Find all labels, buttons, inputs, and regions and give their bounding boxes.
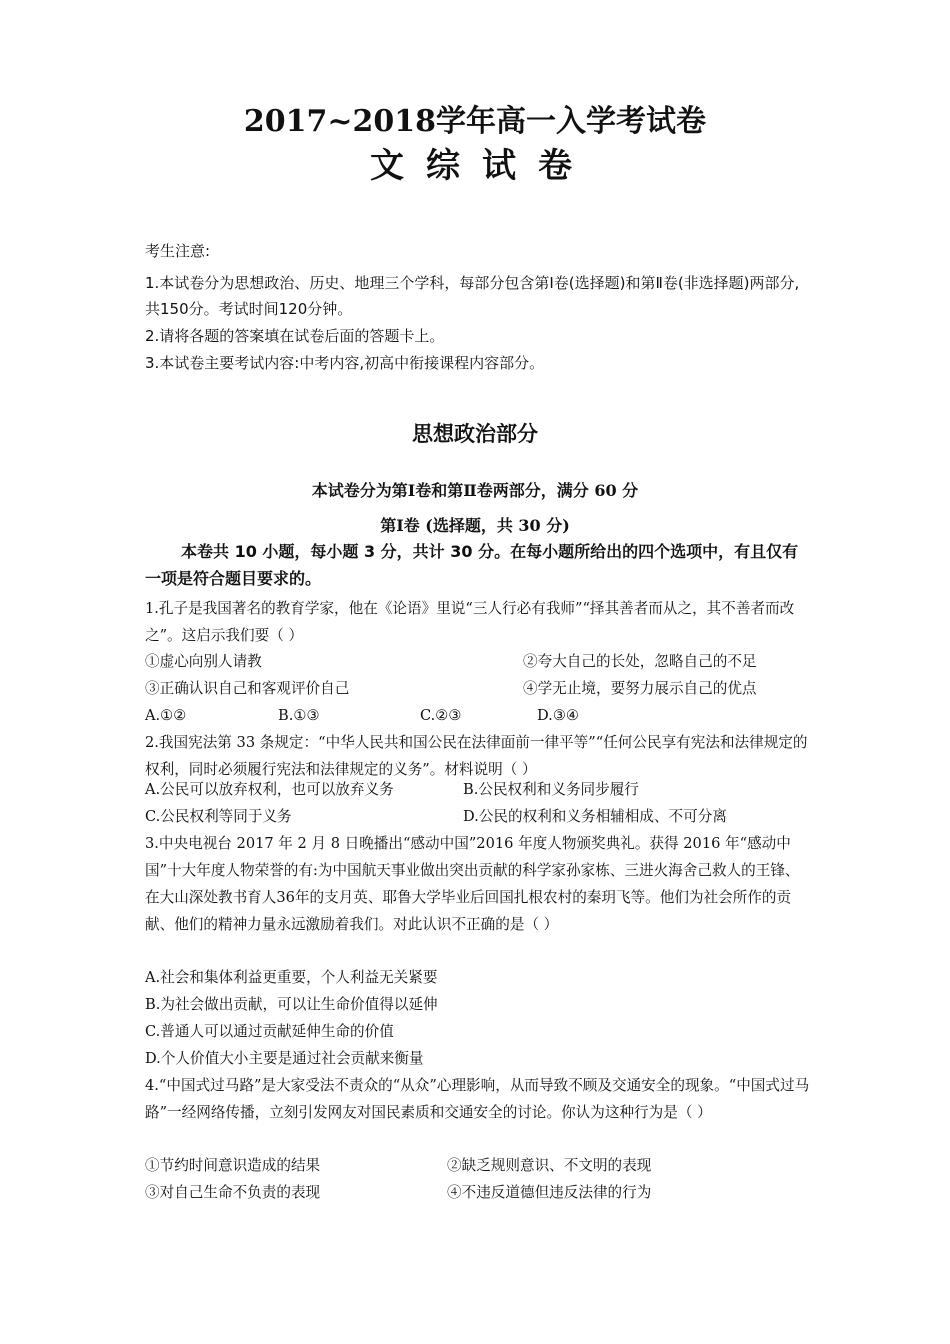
question-4-statement-1: ①节约时间意识造成的结果 <box>145 1157 321 1174</box>
question-1-options-row-2 <box>145 675 810 702</box>
question-3-choice-b: B.为社会做出贡献，可以让生命价值得以延伸 <box>145 996 438 1013</box>
question-2-choice-c: C.公民权利等同于义务 <box>145 808 292 825</box>
question-1-statement-3: ③正确认识自己和客观评价自己 <box>145 680 350 697</box>
question-4-options-row-1 <box>145 1152 810 1179</box>
question-1-choices <box>145 702 810 729</box>
question-3-choice-a: A.社会和集体利益更重要，个人利益无关紧要 <box>145 969 438 986</box>
question-2-choice-a: A.公民可以放弃权利，也可以放弃义务 <box>145 781 394 798</box>
part-title: 第Ⅰ卷 (选择题，共 30 分) <box>380 516 570 535</box>
question-2-choices-row-2 <box>145 803 810 830</box>
question-4-statement-4: ④不违反道德但违反法律的行为 <box>447 1184 652 1201</box>
question-1-choice-c: C.②③ <box>420 707 462 724</box>
section-title: 思想政治部分 <box>412 422 538 446</box>
notice-item-1: 1.本试卷分为思想政治、历史、地理三个学科，每部分包含第Ⅰ卷(选择题)和第Ⅱ卷(非选择题)两部分,共150分。考试时间120分钟。 <box>145 274 800 318</box>
question-1-options-row-1 <box>145 648 810 675</box>
question-4-stem: 4.“中国式过马路”是大家受法不责众的“从众”心理影响，从而导致不顾及交通安全的现象。“中国式过马路”一经网络传播，立刻引发网友对国民素质和交通安全的讨论。你认为这种行为是（ ） <box>145 1077 810 1121</box>
question-1-statement-1: ①虚心向别人请教 <box>145 653 262 670</box>
section-subtitle: 本试卷分为第Ⅰ卷和第Ⅱ卷两部分，满分 60 分 <box>311 481 639 500</box>
question-1-choice-d: D.③④ <box>537 707 579 724</box>
question-3-choice-c: C.普通人可以通过贡献延伸生命的价值 <box>145 1023 394 1040</box>
question-3-choice-d: D.个人价值大小主要是通过社会贡献来衡量 <box>145 1050 424 1067</box>
question-1-statement-2: ②夸大自己的长处，忽略自己的不足 <box>523 653 757 670</box>
question-1-statement-4: ④学无止境，要努力展示自己的优点 <box>523 680 757 697</box>
question-4-statement-3: ③对自己生命不负责的表现 <box>145 1184 321 1201</box>
question-1-choice-a: A.①② <box>145 707 187 724</box>
question-2-choice-b: B.公民权利和义务同步履行 <box>463 781 639 798</box>
question-3-stem: 3.中央电视台 2017 年 2 月 8 日晚播出“感动中国”2016 年度人物颁奖典礼。获得 2016 年“感动中国”十大年度人物荣誉的有:为中国航天事业做出突出贡献的科学家孙家栋、三进火海舍己救人的王锋、在大山深处教书育人36年的支月英、耶鲁大学毕业后回国扎根农村的秦玥飞等。他们为社会所作的贡献、他们的精神力量永远激励着我们。对此认识不正确的是（ ） <box>145 835 800 933</box>
question-1-choice-b: B.①③ <box>278 707 320 724</box>
question-1-stem: 1.孔子是我国著名的教育学家，他在《论语》里说“三人行必有我师”“择其善者而从之，其不善者而改之”。这启示我们要（ ） <box>145 600 795 644</box>
question-2-stem: 2.我国宪法第 33 条规定：“中华人民共和国公民在法律面前一律平等”“任何公民享有宪法和法律规定的权利，同时必须履行宪法和法律规定的义务”。材料说明（ ） <box>145 734 808 778</box>
question-2-choice-d: D.公民的权利和义务相辅相成、不可分离 <box>463 808 727 825</box>
question-4-statement-2: ②缺乏规则意识、不文明的表现 <box>447 1157 652 1174</box>
part-instruction: 本卷共 10 小题，每小题 3 分，共计 30 分。在每小题所给出的四个选项中，有且仅有一项是符合题目要求的。 <box>145 542 799 588</box>
notice-item-3: 3.本试卷主要考试内容:中考内容,初高中衔接课程内容部分。 <box>145 354 545 372</box>
exam-subject-title: 文综试卷 <box>370 146 594 186</box>
question-4-options-row-2 <box>145 1179 810 1206</box>
notice-item-2: 2.请将各题的答案填在试卷后面的答题卡上。 <box>145 327 445 345</box>
exam-title: 2017~2018学年高一入学考试卷 <box>243 104 707 139</box>
question-2-choices-row-1 <box>145 776 810 803</box>
notice-heading: 考生注意: <box>145 242 211 260</box>
